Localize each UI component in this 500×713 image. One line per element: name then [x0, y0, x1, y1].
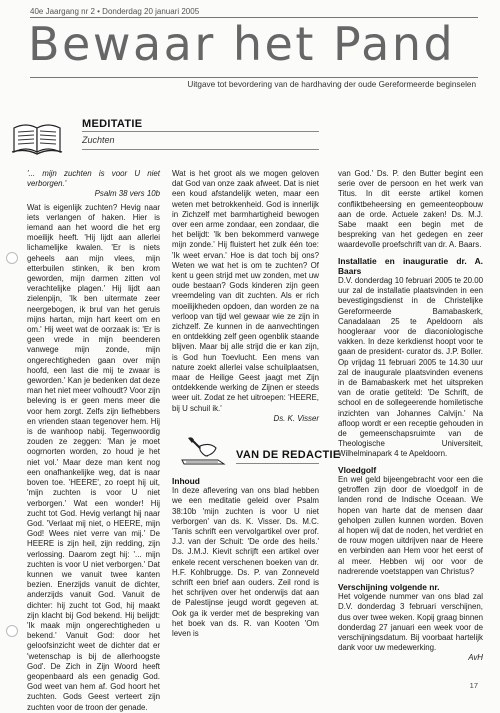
- binder-hole: [6, 252, 18, 264]
- verschijning-heading: Verschijning volgende nr.: [338, 581, 440, 592]
- binder-hole: [6, 625, 18, 637]
- vloedgolf-text: En wel geld bijeengebracht voor een die getroffen zijn door de vloedgolf in de landen rond de Indische Oceaan. We hopen van harte dat de mensen daar geholpen zullen kunnen worden. Boven al hopen wij dat de noden, het verdriet en de rouw mogen uitdrijven naar de Heere en verbinden aan Hem voor het eerst of al meer. Hebben wij oor voor de nadrerende voetstappen van Christus?: [338, 474, 483, 576]
- writing-hand-icon: [178, 434, 230, 468]
- masthead-rule-bottom: [30, 77, 478, 78]
- redactie-continued-text: van God.' Ds. P. den Butter begint een serie over de persoon en het werk van Titus. In dit eerste artikel komen confliktbeheersing en gemeenteopbouw aan de orde. Actuele zaken! Ds. M.J. Sabe maakt een begin met de bespreking van het gedegen en zeer waardevolle proefschrift van dr. A. Baars.: [338, 169, 483, 250]
- verschijning-text: Het volgende nummer van ons blad zal D.V. donderdag 3 februari verschijnen, dus over twee weken. Kopij graag binnen donderdag 27 januari een week voor de verschijningsdatum. Bij voorbaat hartelijk dank voor uw medewerking.: [338, 592, 483, 653]
- masthead-title: Bewaar het Pand: [28, 17, 456, 71]
- masthead-subtitle: Uitgave tot bevordering van de hardhaving der oude Gereformeerde beginselen: [187, 80, 476, 89]
- redactie-subheading: Inhoud: [172, 476, 200, 486]
- verse-quote: '... mijn zuchten is voor U niet verborgen.': [27, 169, 160, 189]
- column-signature: AvH: [468, 653, 483, 663]
- installatie-heading: Installatie en inauguratie dr. A. Baars: [338, 255, 483, 276]
- meditatie-rule-bottom: [82, 149, 319, 150]
- meditatie-signature: Ds. K. Visser: [273, 413, 319, 423]
- meditatie-rule: [82, 131, 319, 132]
- meditatie-column-2: [172, 169, 319, 424]
- redactie-column: [172, 476, 319, 639]
- vloedgolf-heading: Vloedgolf: [338, 464, 377, 475]
- news-column: [338, 169, 483, 664]
- installatie-text: D.V. donderdag 10 februari 2005 te 20.00 uur zal de installatie plaatsvinden in een bevestigingsdienst in de Christelijke Gereformeerde Bamabaskerk, Canadalaan 25 te Apeldoorn als hoogleraar voor de diaconiologische vakken. In deze kerkdienst hoopt voor te gaan de president- curator ds. J.P. Boller. Op vrijdag 11 februari 2005 te 14.30 uur zal de inaugurale plaatsvinden evenens in de Bamabaskerk met het uitspreken van de oratie getiteld: 'De Schrift, de school en de sollegeerende homiletische inzichten van Johannes Calvijn.' Na afloop wordt er een receptie gehouden in de gemeenschapsruimte van de Theologische Universiteit, Wilhelminapark 4 te Apeldoorn.: [338, 276, 483, 459]
- page-number: 17: [469, 681, 478, 690]
- redactie-text: In deze aflevering van ons blad hebben we een meditatie geleid over Psalm 38:10b 'mijn zuchten is voor U niet verborgen' van ds. K. Visser. Ds. M.C. 'Tanis schrift een vervolgartikel over prof. J.J. van der Schuit: 'De orde des heils.' Ds. J.M.J. Kievit schrijft een artikel over enkele recent verschenen boeken van dr. H.F. Kohlbrugge. Ds. P. van Zonneveld schrift een brief aan ouders. Zeil rond is het schrijven over het onderwijs dat aan de Palestijnse jeugd wordt gegeven at. Ook ga ik verder met de bespreking van het boek van ds. R. van Kooten 'Om leven is: [172, 486, 319, 639]
- meditatie-text-2: Wat is het groot als we mogen geloven dat God van onze zaak afweet. Dat is niet een koud afstandelijk weten, maar een weten met betrokkenheid. God is innerlijk in Zichzelf met barmhartigheid bewogen over een arme zondaar, een zondaar, die het belijdt: 'Ik ben bekommerd vanwege mijn zonde.' Hij fluistert het zulk één toe: 'Ik weet ervan.' Hoe is dat toch bij ons? Weten we wat het is om te zuchten? Of kent u geen strijd met uw zonden, met uw oude bestaan? Gods kinderen zijn geen vreemdeling van dit zuchten. Als er rich moeilijkheden opdoen, dan worden ze na verloop van tijd wel gewaar wie ze zijn in zichzelf. Ze kunnen in de aanvechtingen en ontdekking zelf geen ogenblik staande blijven. Maar bij alle strijd die er kan zijn, is God hun Toevlucht. Een mens van nature zoekt allerlei valse schuilplaatsen, maar de Heilige Geest jaagt met Zijn ontdekkende werking de Zijnen er steeds weer uit. Zodat ze het uitroepen: 'HEERE, bij U schuil ik.': [172, 169, 319, 413]
- meditatie-subheading: Zuchten: [82, 135, 115, 145]
- redactie-rule: [236, 463, 319, 464]
- meditatie-text-1: Wat is eigenlijk zuchten? Hevig naar iets verlangen of haken. Hier is iemand aan het woord die het erg moeilijk heeft. 'Hij lijdt aan allerlei lichamelijke kwalen. 'Er is niets geheels aan mijn vlees, mijn etterbuilen stinken, ik ben krom geworden, mijn darmen zitten vol verachtelijke plagen.' Hij lijdt aan zielenpijn, 'Ik ben uitermate zeer neergebogen, ik brul van het geruis mijns hartan, mijn hart keert om en om.' Hij weet wat de oorzaak is: 'Er is geen vrede in mijn beenderen vanwege mijn zonde, mijn ongerechtigheden gaan over mijn hoofd, een last die mij te zwaar is geworden.' Kan je bedenken dat deze man het niet meer volhoudt? Voor zijn beleving is er geen mens meer die voor hem zorgt. Zelfs zijn liefhebbers en vrienden staan tegenover hem. Hij is de wanhoop nabij. Tegenwoordig zouden ze zeggen: 'Man je moet oogrnorten worden, zo houd je het niet vol.' Maar deze man kent nog een onafhankelijke weg, dat is naar boven toe. 'HEERE', zo roept hij uit, 'mijn zuchten is voor U niet verborgen.' Wat een wonder! Hij zucht tot God. Hevig verlangt hij naar God. 'Verlaat mij niet, o HEERE, mijn God! Wees niet verre van mij.' De HEERE is zijn heil, zijn redding, zijn verlossing. Daarom zegt hij: '... mijn zuchten is voor U niet verborgen.' Dat kunnen we vanuit twee kanten bezien. Enerzijds vanuit de dichter, anderzijds vanuit God. Vanuit de dichter: hij zucht tot God, hij maakt zijn klacht bij God bekend. Hij belijdt: 'Ik maak mijn ongerechtigheden u bekend.' Vanuit God: door het geloofsinzicht weet de dichter dat er 'wetenschap is bij de allerhoogste God'. De Zich in Zijn Woord heeft geopenbaard als een genadig God. God weet van hem af. God hoort het zuchten. Gods Geest verteert zijn zuchten voor de troon der genade.: [27, 202, 160, 712]
- verse-reference: Psalm 38 vers 10b: [94, 189, 160, 199]
- redactie-heading: VAN DE REDACTIE: [236, 449, 341, 461]
- meditatie-column-1: [27, 169, 160, 713]
- issue-meta: 40e Jaargang nr 2 • Donderdag 20 januari 2005: [30, 7, 200, 16]
- open-book-icon: [10, 118, 64, 156]
- meditatie-heading: MEDITATIE: [82, 118, 143, 130]
